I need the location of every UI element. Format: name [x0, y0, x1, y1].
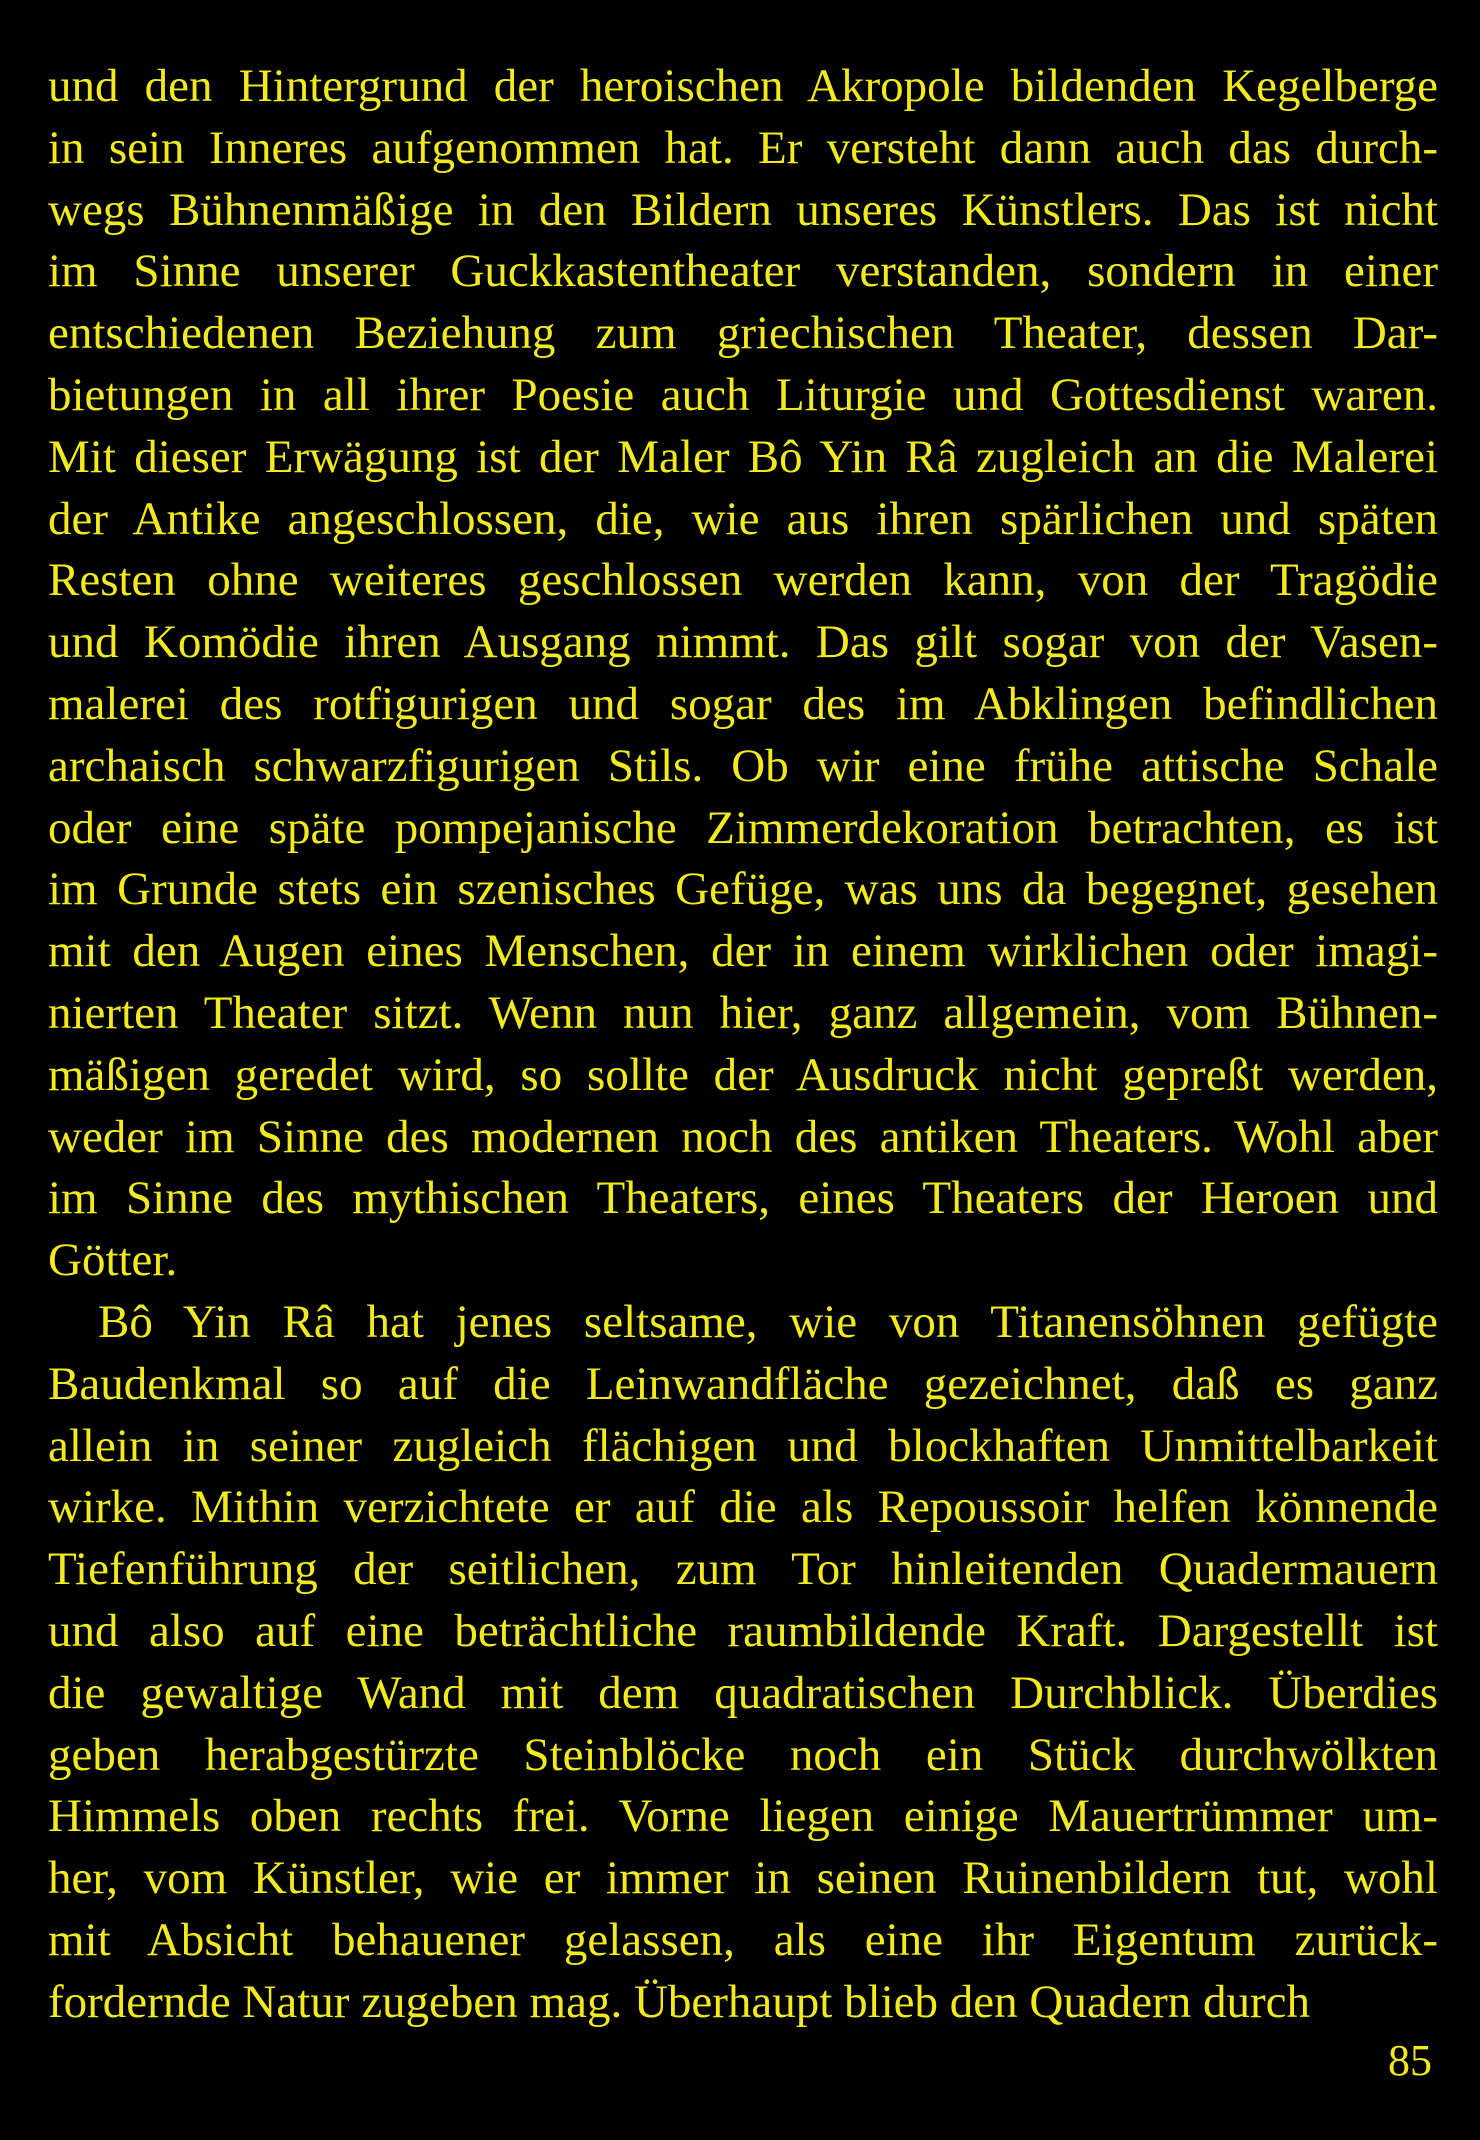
text-line: nierten Theater sitzt. Wenn nun hier, ganz allgemein, vom Bühnen-	[48, 986, 1438, 1039]
text-line: im Sinne unserer Guckkastentheater verstanden, sondern in einer	[48, 245, 1438, 298]
text-line: archaisch schwarzfigurigen Stils. Ob wir eine frühe attische Schale	[48, 739, 1438, 792]
paragraph	[48, 56, 1438, 1292]
text-line: bietungen in all ihrer Poesie auch Liturgie und Gottesdienst waren.	[48, 368, 1438, 421]
text-line: der Antike angeschlossen, die, wie aus ihren spärlichen und späten	[48, 492, 1438, 545]
text-line: Mit dieser Erwägung ist der Maler Bô Yin Râ zugleich an die Malerei	[48, 430, 1438, 483]
text-line: Götter.	[48, 1234, 178, 1287]
text-line: geben herabgestürzte Steinblöcke noch ein Stück durchwölkten	[48, 1728, 1438, 1781]
text-line: allein in seiner zugleich flächigen und blockhaften Unmittelbarkeit	[48, 1419, 1438, 1472]
text-line: mit den Augen eines Menschen, der in einem wirklichen oder imagi-	[48, 925, 1438, 978]
text-line: entschiedenen Beziehung zum griechischen Theater, dessen Dar-	[48, 307, 1438, 360]
text-line: Baudenkmal so auf die Leinwandfläche gezeichnet, daß es ganz	[48, 1357, 1438, 1410]
text-line: Tiefenführung der seitlichen, zum Tor hinleitenden Quadermauern	[48, 1543, 1438, 1596]
text-line: oder eine späte pompejanische Zimmerdekoration betrachten, es ist	[48, 801, 1438, 854]
text-line: und also auf eine beträchtliche raumbildende Kraft. Dargestellt ist	[48, 1604, 1438, 1657]
text-line: die gewaltige Wand mit dem quadratischen Durchblick. Überdies	[48, 1666, 1438, 1719]
text-line: fordernde Natur zugeben mag. Überhaupt blieb den Quadern durch	[48, 1975, 1310, 2028]
text-line: wirke. Mithin verzichtete er auf die als Repoussoir helfen könnende	[48, 1481, 1438, 1534]
text-line: weder im Sinne des modernen noch des antiken Theaters. Wohl aber	[48, 1110, 1438, 1163]
text-line: malerei des rotfigurigen und sogar des im Abklingen befindlichen	[48, 677, 1438, 730]
page-number: 85	[1388, 2036, 1432, 2085]
text-line: mit Absicht behauener gelassen, als eine ihr Eigentum zurück-	[48, 1913, 1438, 1966]
text-line: in sein Inneres aufgenommen hat. Er versteht dann auch das durch-	[48, 121, 1438, 174]
text-line: im Grunde stets ein szenisches Gefüge, was uns da begegnet, gesehen	[48, 863, 1438, 916]
text-line: und Komödie ihren Ausgang nimmt. Das gilt sogar von der Vasen-	[48, 616, 1438, 669]
paragraph	[48, 1292, 1438, 2034]
text-line: Bô Yin Râ hat jenes seltsame, wie von Titanensöhnen gefügte	[98, 1295, 1438, 1348]
text-line: und den Hintergrund der heroischen Akropole bildenden Kegelberge	[48, 60, 1438, 112]
text-line: Resten ohne weiteres geschlossen werden kann, von der Tragödie	[48, 554, 1438, 607]
text-line: im Sinne des mythischen Theaters, eines Theaters der Heroen und	[48, 1172, 1438, 1225]
text-line: mäßigen geredet wird, so sollte der Ausdruck nicht gepreßt werden,	[48, 1048, 1438, 1101]
body-text	[48, 56, 1438, 2034]
text-line: her, vom Künstler, wie er immer in seinen Ruinenbildern tut, wohl	[48, 1852, 1438, 1905]
text-line: Himmels oben rechts frei. Vorne liegen einige Mauertrümmer um-	[48, 1790, 1438, 1843]
text-line: wegs Bühnenmäßige in den Bildern unseres Künstlers. Das ist nicht	[48, 183, 1438, 236]
